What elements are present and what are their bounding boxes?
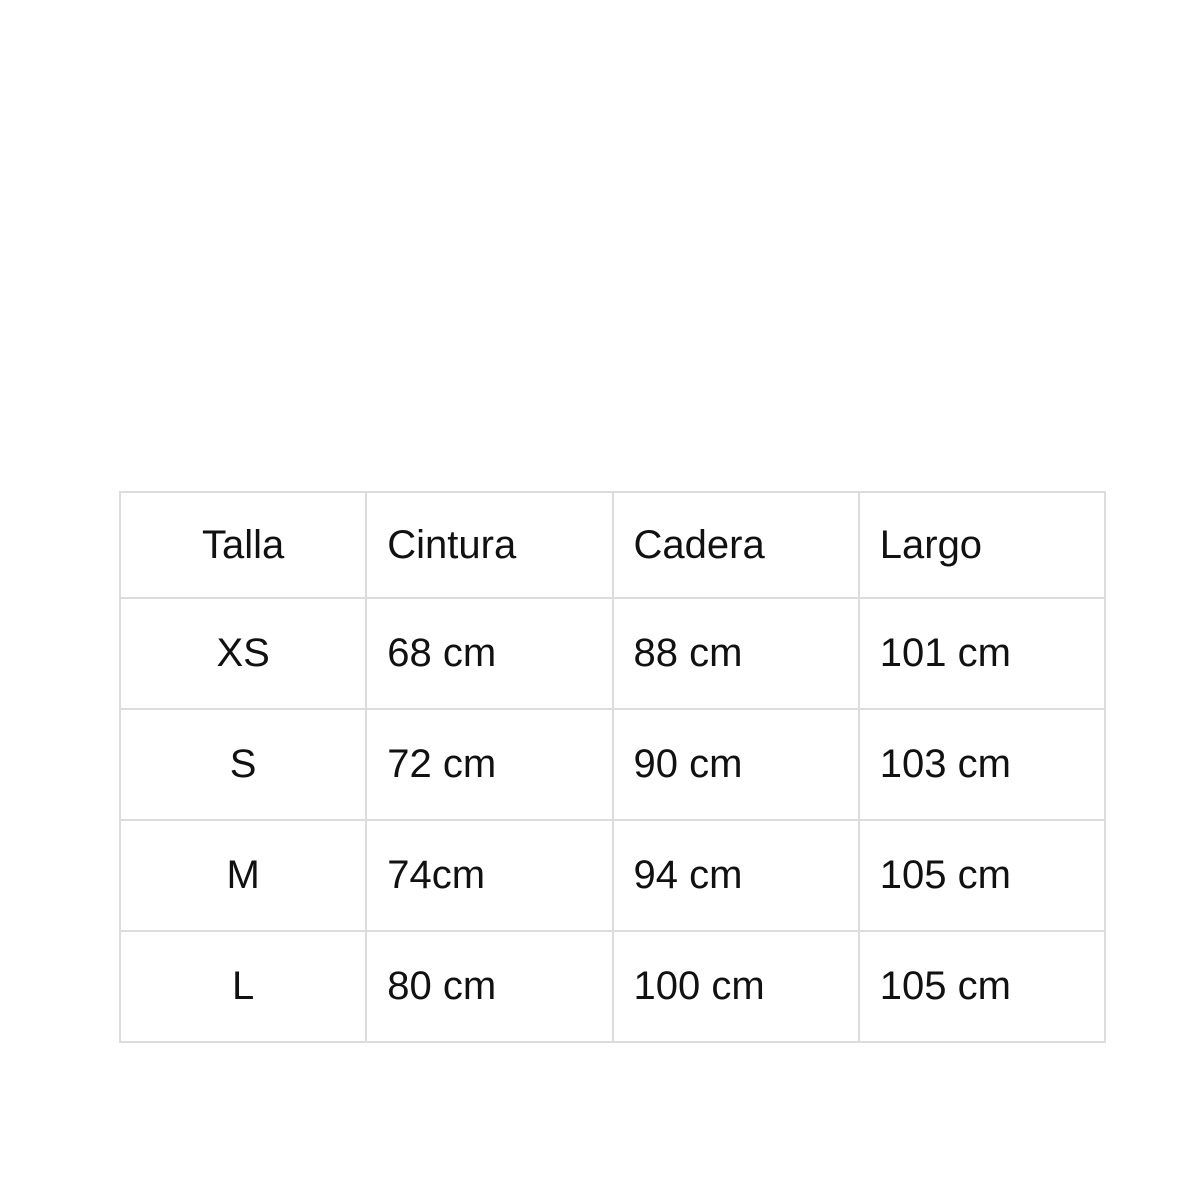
cadera-cell: 94 cm	[613, 820, 859, 931]
header-largo: Largo	[859, 492, 1105, 598]
largo-cell: 101 cm	[859, 598, 1105, 709]
largo-cell: 105 cm	[859, 931, 1105, 1042]
cintura-cell: 80 cm	[366, 931, 612, 1042]
cintura-cell: 72 cm	[366, 709, 612, 820]
cadera-cell: 90 cm	[613, 709, 859, 820]
header-talla: Talla	[120, 492, 366, 598]
header-cadera: Cadera	[613, 492, 859, 598]
cintura-cell: 74cm	[366, 820, 612, 931]
largo-cell: 105 cm	[859, 820, 1105, 931]
header-cintura: Cintura	[366, 492, 612, 598]
table-header-row	[120, 492, 1105, 598]
size-cell: XS	[120, 598, 366, 709]
size-cell: L	[120, 931, 366, 1042]
table-row	[120, 931, 1105, 1042]
table-row	[120, 598, 1105, 709]
size-cell: S	[120, 709, 366, 820]
size-chart-table	[119, 491, 1106, 1043]
size-cell: M	[120, 820, 366, 931]
table-row	[120, 820, 1105, 931]
table-row	[120, 709, 1105, 820]
cadera-cell: 100 cm	[613, 931, 859, 1042]
cintura-cell: 68 cm	[366, 598, 612, 709]
largo-cell: 103 cm	[859, 709, 1105, 820]
cadera-cell: 88 cm	[613, 598, 859, 709]
